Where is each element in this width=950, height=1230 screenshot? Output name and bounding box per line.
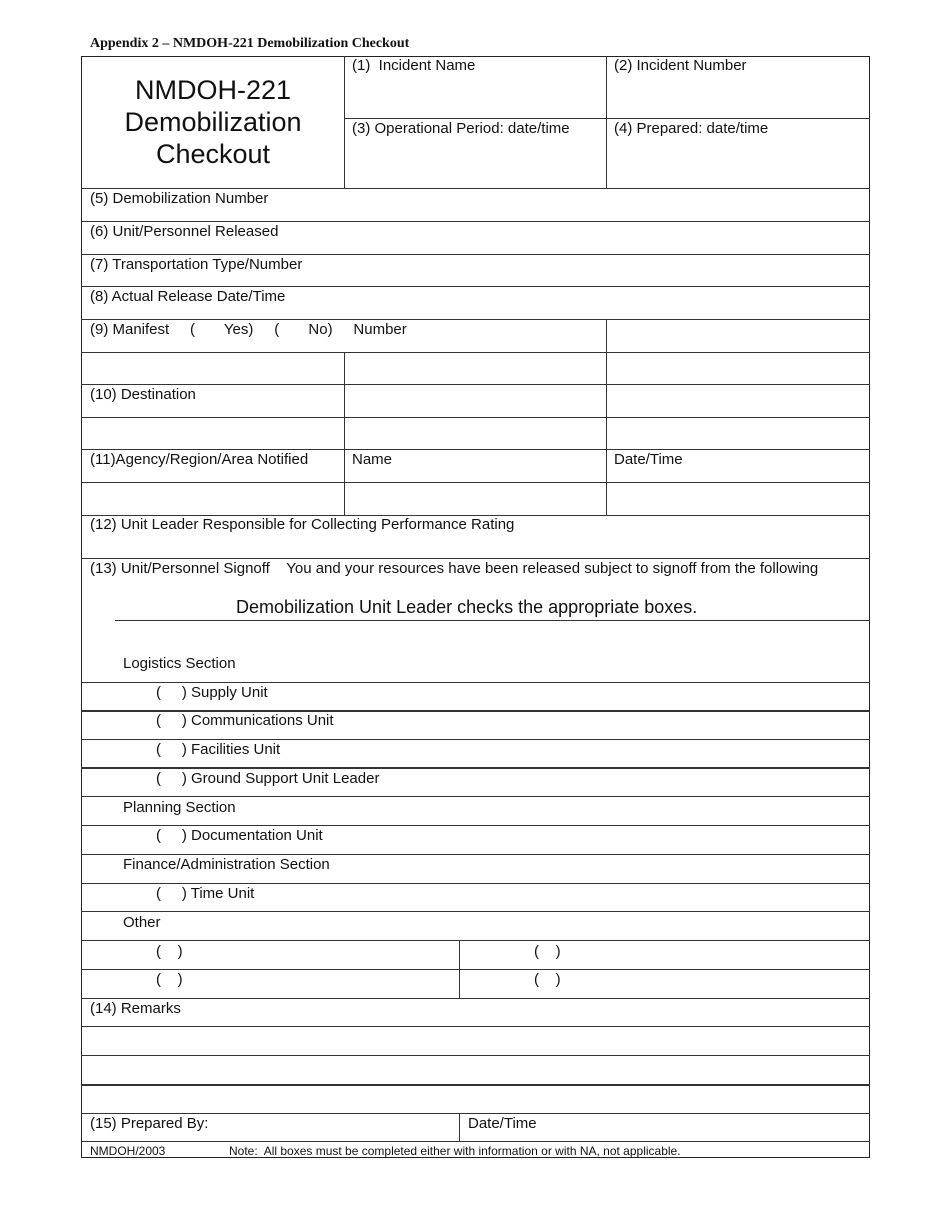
other-checkbox[interactable]: ( ) (156, 971, 183, 988)
divider (81, 854, 870, 855)
form-title-line: Checkout (155, 139, 271, 169)
remarks-field[interactable]: (14) Remarks (90, 1000, 181, 1017)
planning-section-label: Planning Section (123, 799, 236, 816)
destination-field[interactable]: (10) Destination (90, 386, 196, 403)
divider (81, 221, 870, 222)
footer-note: Note: All boxes must be completed either with information or with NA, not applicable. (229, 1144, 681, 1158)
divider (81, 449, 870, 450)
divider (81, 482, 870, 483)
documentation-unit-checkbox[interactable]: ( ) Documentation Unit (156, 827, 323, 844)
divider (81, 384, 870, 385)
transport-field[interactable]: (7) Transportation Type/Number (90, 256, 303, 273)
divider (81, 940, 870, 941)
divider (344, 118, 870, 119)
banner-underline (115, 620, 870, 621)
form-title (82, 74, 344, 170)
signoff-banner: Demobilization Unit Leader checks the appropriate boxes. (236, 597, 698, 617)
supply-unit-checkbox[interactable]: ( ) Supply Unit (156, 684, 268, 701)
divider (81, 1055, 870, 1056)
divider (81, 1084, 870, 1086)
divider (344, 56, 345, 188)
operational-period-field[interactable]: (3) Operational Period: date/time (352, 120, 570, 137)
incident-number-field[interactable]: (2) Incident Number (614, 57, 747, 74)
divider (81, 883, 870, 884)
prepared-datetime-field[interactable]: (4) Prepared: date/time (614, 120, 769, 137)
communications-unit-checkbox[interactable]: ( ) Communications Unit (156, 712, 334, 729)
other-checkbox[interactable]: ( ) (534, 943, 561, 960)
other-section-label: Other (123, 914, 161, 931)
divider (81, 998, 870, 999)
incident-name-field[interactable]: (1) Incident Name (352, 57, 476, 74)
form-title-line: NMDOH-221 (134, 75, 292, 105)
ground-support-checkbox[interactable]: ( ) Ground Support Unit Leader (156, 770, 380, 787)
divider (81, 767, 870, 769)
divider (459, 940, 460, 998)
prepared-by-datetime-field[interactable]: Date/Time (468, 1115, 537, 1132)
divider (81, 352, 870, 353)
prepared-by-field[interactable]: (15) Prepared By: (90, 1115, 209, 1132)
divider (459, 1113, 460, 1141)
facilities-unit-checkbox[interactable]: ( ) Facilities Unit (156, 741, 281, 758)
logistics-section-label: Logistics Section (123, 655, 236, 672)
release-datetime-field[interactable]: (8) Actual Release Date/Time (90, 288, 286, 305)
demob-number-field[interactable]: (5) Demobilization Number (90, 190, 269, 207)
other-checkbox[interactable]: ( ) (156, 943, 183, 960)
signoff-field: (13) Unit/Personnel Signoff You and your resources have been released subject to signoff from the following (90, 560, 819, 577)
form-title-line: Demobilization (124, 107, 302, 137)
name-column-label: Name (352, 451, 393, 468)
divider (81, 286, 870, 287)
divider (81, 739, 870, 740)
divider (81, 254, 870, 255)
divider (81, 682, 870, 683)
divider (606, 56, 607, 188)
divider (81, 796, 870, 797)
finance-section-label: Finance/Administration Section (123, 856, 330, 873)
divider (81, 558, 870, 559)
divider (81, 1026, 870, 1027)
divider (344, 352, 345, 515)
other-checkbox[interactable]: ( ) (534, 971, 561, 988)
unit-released-field[interactable]: (6) Unit/Personnel Released (90, 223, 279, 240)
datetime-column-label: Date/Time (614, 451, 683, 468)
divider (81, 825, 870, 826)
divider (81, 188, 870, 189)
time-unit-checkbox[interactable]: ( ) Time Unit (156, 885, 255, 902)
divider (81, 911, 870, 912)
divider (81, 319, 870, 320)
form-code: NMDOH/2003 (90, 1144, 166, 1158)
divider (81, 969, 870, 970)
manifest-field[interactable]: (9) Manifest ( Yes) ( No) Number (90, 321, 407, 338)
page-caption: Appendix 2 – NMDOH-221 Demobilization Checkout (90, 36, 410, 51)
divider (81, 417, 870, 418)
divider (81, 1113, 870, 1114)
divider (606, 319, 607, 515)
unit-leader-field[interactable]: (12) Unit Leader Responsible for Collecting Performance Rating (90, 516, 515, 533)
agency-notified-field[interactable]: (11)Agency/Region/Area Notified (90, 451, 309, 468)
